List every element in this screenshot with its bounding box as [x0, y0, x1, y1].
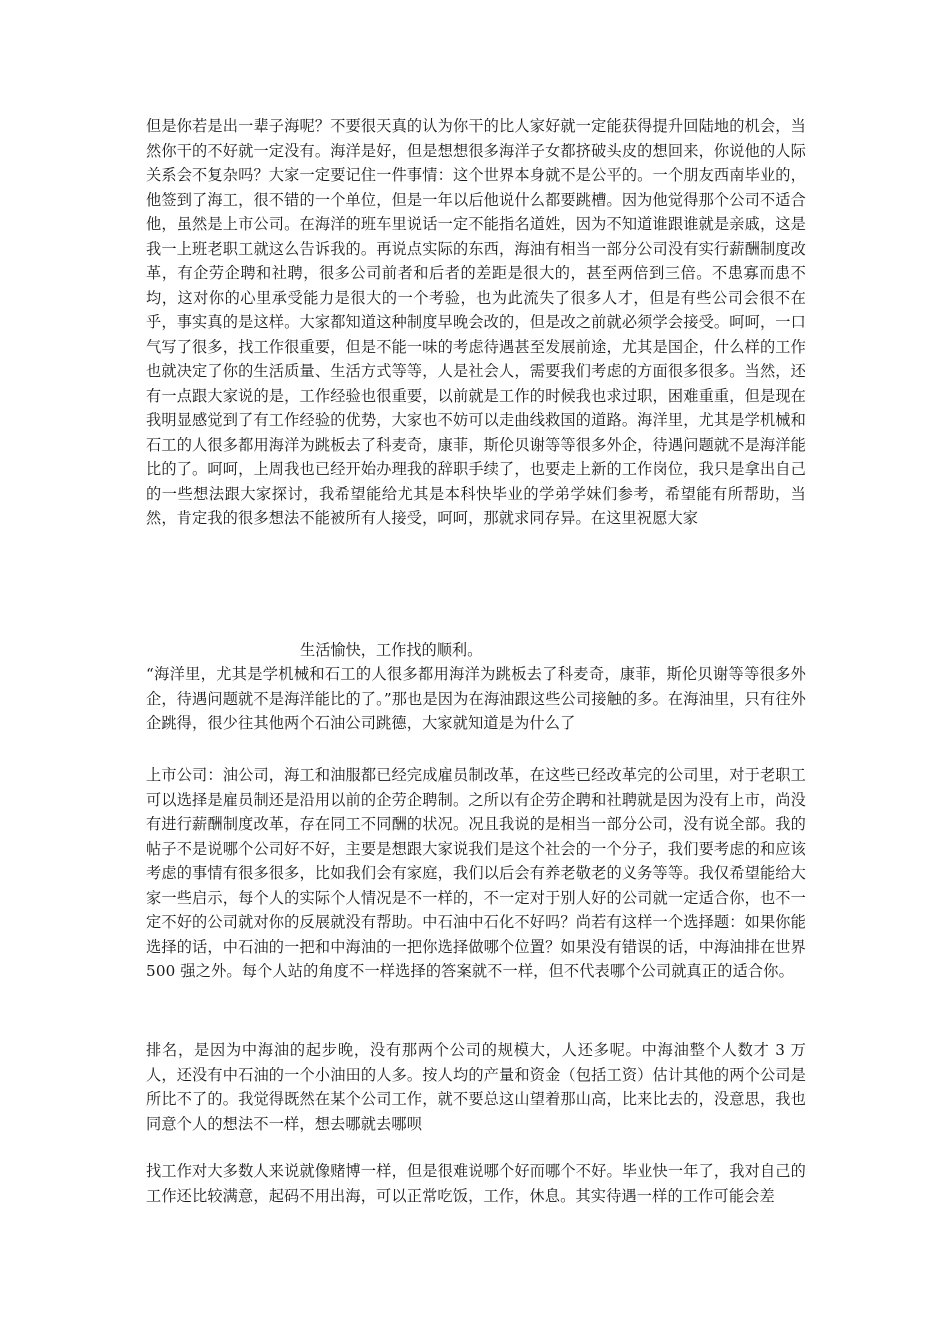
paragraph-4: 上市公司：油公司，海工和油服都已经完成雇员制改革，在这些已经改革完的公司里，对于老职工可以选择是雇员制还是沿用以前的企劳企聘制。之所以有企劳企聘和社聘就是因为没有上市，尚没有进行薪酬制度改革，存在同工不同酬的状况。况且我说的是相当一部分公司，没有说全部。我的帖子不是说哪个公司好不好，主要是想跟大家说我们是这个社会的一个分子，我们要考虑的和应该考虑的事情有很多很多，比如我们会有家庭，我们以后会有养老敬老的义务等等。我仅希望能给大家一些启示，每个人的实际个人情况是不一样的，不一定对于别人好的公司就一定适合你，也不一定不好的公司就对你的反展就没有帮助。中石油中石化不好吗？尚若有这样一个选择题：如果你能选择的话，中石油的一把和中海油的一把你选择做哪个位置？如果没有错误的话，中海油排在世界 500 强之外。每个人站的角度不一样选择的答案就不一样，但不代表哪个公司就真正的适合你。 — [146, 766, 806, 980]
paragraph-3: “海洋里，尤其是学机械和石工的人很多都用海洋为跳板去了科麦奇，康菲，斯伦贝谢等等很多外企，待遇问题就不是海洋能比的了。”那也是因为在海油跟这些公司接触的多。在海油里，只有往外企跳得，很少往其他两个石油公司跳德，大家就知道是为什么了 — [146, 665, 806, 732]
paragraph-2: 生活愉快，工作找的顺利。 — [300, 641, 483, 659]
paragraph-5: 排名，是因为中海油的起步晚，没有那两个公司的规模大，人还多呢。中海油整个人数才 3 万人，还没有中石油的一个小油田的人多。按人均的产量和资金（包括工资）估计其他的两个公司是所比不了的。我觉得既然在某个公司工作，就不要总这山望着那山高，比来比去的，没意思，我也同意个人的想法不一样，想去哪就去哪呗 — [146, 1041, 806, 1133]
paragraph-6: 找工作对大多数人来说就像赌博一样，但是很难说哪个好而哪个不好。毕业快一年了，我对自己的工作还比较满意，起码不用出海，可以正常吃饭，工作，休息。其实待遇一样的工作可能会差 — [146, 1162, 806, 1205]
paragraph-1: 但是你若是出一辈子海呢？不要很天真的认为你干的比人家好就一定能获得提升回陆地的机会，当然你干的不好就一定没有。海洋是好，但是想想很多海洋子女都挤破头皮的想回来，你说他的人际关系会不复杂吗？大家一定要记住一件事情：这个世界本身就不是公平的。一个朋友西南毕业的，他签到了海工，很不错的一个单位，但是一年以后他说什么都要跳槽。因为他觉得那个公司不适合他，虽然是上市公司。在海洋的班车里说话一定不能指名道姓，因为不知道谁跟谁就是亲戚，这是我一上班老职工就这么告诉我的。再说点实际的东西，海油有相当一部分公司没有实行薪酬制度改革，有企劳企聘和社聘，很多公司前者和后者的差距是很大的，甚至两倍到三倍。不患寡而患不均，这对你的心里承受能力是很大的一个考验，也为此流失了很多人才，但是有些公司会很不在乎，事实真的是这样。大家都知道这种制度早晚会改的，但是改之前就必须学会接受。呵呵，一口气写了很多，找工作很重要，但是不能一味的考虑待遇甚至发展前途，尤其是国企，什么样的工作也就决定了你的生活质量、生活方式等等，人是社会人，需要我们考虑的方面很多很多。当然，还有一点跟大家说的是，工作经验也很重要，以前就是工作的时候我也求过职，困难重重，但是现在我明显感觉到了有工作经验的优势，大家也不妨可以走曲线救国的道路。海洋里，尤其是学机械和石工的人很多都用海洋为跳板去了科麦奇，康菲，斯伦贝谢等等很多外企，待遇问题就不是海洋能比的了。呵呵，上周我也已经开始办理我的辞职手续了，也要走上新的工作岗位，我只是拿出自己的一些想法跟大家探讨，我希望能给尤其是本科快毕业的学弟学妹们参考，希望能有所帮助，当然，肯定我的很多想法不能被所有人接受，呵呵，那就求同存异。在这里祝愿大家 — [146, 117, 806, 527]
